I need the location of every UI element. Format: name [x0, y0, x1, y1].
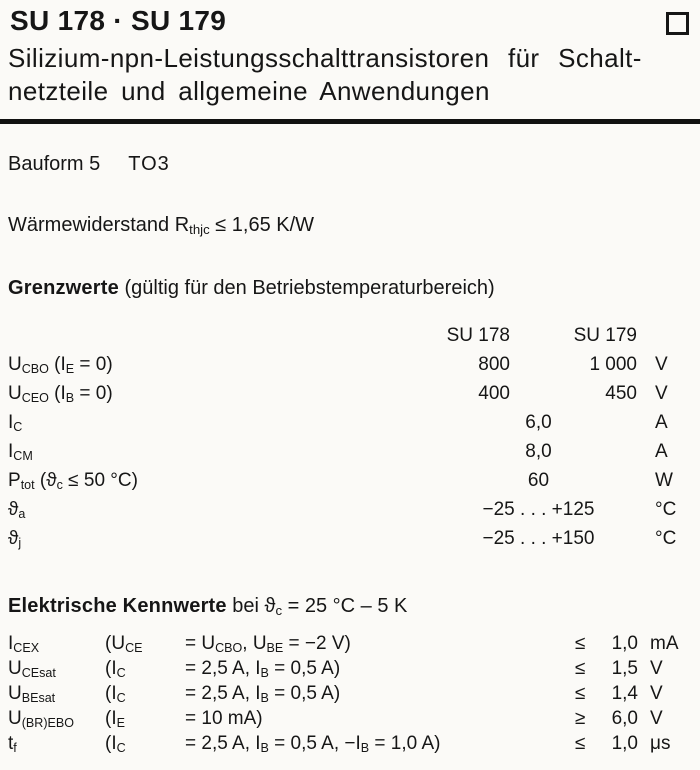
- limit-value: 1,0: [611, 633, 638, 654]
- param-symbol: $I_{CEX}$: [8, 633, 40, 655]
- table-header-row: [8, 322, 700, 350]
- value-shared: 60: [527, 470, 550, 491]
- param-symbol: $U_{CEsat}$: [8, 658, 56, 680]
- table-row: [8, 681, 700, 706]
- param-symbol: $U_{CBO}$ $(I_E = 0)$: [8, 354, 113, 376]
- limit-unit: V: [650, 683, 663, 704]
- param-symbol: $I_C$: [8, 412, 23, 434]
- value-unit: V: [655, 383, 668, 404]
- limit-value: 1,4: [611, 683, 638, 704]
- param-symbol: $U_{(BR)EBO}$: [8, 708, 74, 730]
- condition-rest: = $U_{CBO}$, $U_{BE} = -2$ V): [185, 633, 351, 655]
- divider-rule: [0, 119, 700, 124]
- column-header-su179: SU 179: [573, 325, 637, 346]
- value-unit: A: [655, 441, 668, 462]
- kennwerte-table: [8, 631, 700, 756]
- bauform-package: TO3: [128, 153, 170, 175]
- limit-relation: ≤: [575, 658, 586, 679]
- table-row: [8, 466, 700, 495]
- limit-value: 1,5: [611, 658, 638, 679]
- value-su179: 1 000: [589, 354, 637, 375]
- bauform-label: Bauform 5: [8, 153, 101, 175]
- subtitle-line2: netzteile und allgemeine Anwendungen: [8, 76, 490, 106]
- param-symbol: $U_{CEO}$ $(I_B = 0)$: [8, 383, 113, 405]
- value-shared: 8,0: [525, 441, 552, 462]
- limit-unit: μs: [650, 733, 671, 754]
- value-unit: A: [655, 412, 668, 433]
- limit-relation: ≥: [575, 708, 586, 729]
- value-shared: 6,0: [525, 412, 552, 433]
- param-symbol: $ϑ_j$: [8, 528, 22, 550]
- table-row: [8, 350, 700, 379]
- limit-unit: V: [650, 658, 663, 679]
- condition-open: ($I_C$: [105, 658, 126, 680]
- bauform-line: [8, 153, 170, 176]
- kennwerte-heading-note: bei $ϑ_c = 25$ °C – 5 K: [226, 595, 408, 618]
- subtitle-line1: Silizium-npn-Leistungsschalttransistoren für Schalt-: [8, 43, 642, 73]
- table-row: [8, 437, 700, 466]
- condition-rest: = 2,5 A, $I_B = 0,5$ A): [185, 683, 341, 705]
- value-unit: W: [655, 470, 673, 491]
- condition-rest: = 2,5 A, $I_B = 0,5$ A, $-I_B = 1,0$ A): [185, 733, 441, 755]
- value-su179: 450: [605, 383, 637, 404]
- condition-open: ($I_C$: [105, 683, 126, 705]
- param-symbol: $P_{tot}$ ($ϑ_c \le 50$ °C): [8, 470, 138, 492]
- column-header-su178: SU 178: [446, 325, 510, 346]
- table-row: [8, 524, 700, 553]
- table-row: [8, 631, 700, 656]
- param-symbol: $ϑ_a$: [8, 499, 26, 521]
- limit-relation: ≤: [575, 633, 586, 654]
- limit-relation: ≤: [575, 683, 586, 704]
- condition-open: ($U_{CE}$: [105, 633, 143, 655]
- table-row: [8, 379, 700, 408]
- param-symbol: $t_f$: [8, 733, 17, 755]
- table-row: [8, 656, 700, 681]
- grenzwerte-heading-title: Grenzwerte: [8, 277, 119, 299]
- kennwerte-heading: [8, 595, 407, 618]
- limit-value: 6,0: [611, 708, 638, 729]
- limit-value: 1,0: [611, 733, 638, 754]
- value-su178: 800: [478, 354, 510, 375]
- page-title: SU 178 · SU 179: [10, 5, 227, 36]
- table-row: [8, 408, 700, 437]
- thermal-resistance-line: Wärmewiderstand $R_{thjc} \le 1,65$ K/W: [8, 214, 315, 237]
- value-unit: V: [655, 354, 668, 375]
- condition-open: ($I_C$: [105, 733, 126, 755]
- limit-relation: ≤: [575, 733, 586, 754]
- kennwerte-heading-title: Elektrische Kennwerte: [8, 595, 227, 617]
- value-unit: °C: [655, 499, 677, 520]
- value-unit: °C: [655, 528, 677, 549]
- table-row: [8, 495, 700, 524]
- value-shared: −25 . . . +150: [482, 528, 595, 549]
- param-symbol: $I_{CM}$: [8, 441, 33, 463]
- limit-unit: V: [650, 708, 663, 729]
- value-shared: −25 . . . +125: [482, 499, 595, 520]
- value-su178: 400: [478, 383, 510, 404]
- grenzwerte-heading: [8, 277, 495, 300]
- condition-open: ($I_E$: [105, 708, 125, 730]
- corner-square-icon: [666, 12, 689, 35]
- grenzwerte-heading-note: (gültig für den Betriebstemperaturbereich): [118, 277, 495, 299]
- grenzwerte-table: [8, 322, 700, 553]
- limit-unit: mA: [650, 633, 679, 654]
- condition-rest: = 10 mA): [185, 708, 263, 729]
- table-row: [8, 731, 700, 756]
- condition-rest: = 2,5 A, $I_B = 0,5$ A): [185, 658, 341, 680]
- param-symbol: $U_{BEsat}$: [8, 683, 56, 705]
- table-row: [8, 706, 700, 731]
- page-subtitle: [8, 42, 700, 108]
